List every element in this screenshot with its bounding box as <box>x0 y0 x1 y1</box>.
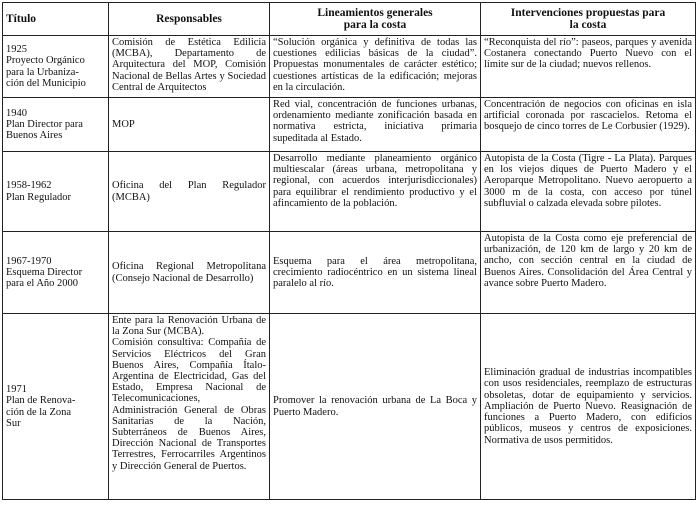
row-intervenciones: Autopista de la Costa como eje preferencial de urbanización, de 120 km de largo y 20 km de ancho, con sección central en la ciudad de Buenos Aires. Consolidación del Área Central y avance sobre Puerto Madero. <box>481 232 696 314</box>
row-intervenciones: Eliminación gradual de industrias incompatibles con usos residenciales, reemplazo de estructuras obsoletas, dotar de equipamiento y servicios. Ampliación de Puerto Nuevo. Reasignación de funciones a Puerto Madero, con edificios públicos, museos y centros de exposiciones. Normativa de usos permitidos. <box>481 314 696 500</box>
row-intervenciones: Autopista de la Costa (Tigre - La Plata). Parques en los viejos diques de Puerto Madero y el Aeroparque Metropolitano. Nuevo aeropuerto a 3000 m de la costa, con acceso por túnel subfluvial o calzada elevada sobre pilotes. <box>481 152 696 232</box>
row-titulo: 1967-1970 Esquema Director para el Año 2000 <box>3 232 109 314</box>
table-row <box>3 36 696 98</box>
row-responsables: Oficina del Plan Regulador (MCBA) <box>109 152 270 232</box>
row-intervenciones: “Reconquista del río”: paseos, parques y avenida Costanera conectando Puerto Nuevo con el límite sur de la ciudad; nuevos rellenos. <box>481 36 696 98</box>
row-lineamientos: Desarrollo mediante planeamiento orgánico multiescalar (áreas urbana, metropolitana y regional, con acuerdos interjurisdiccionales) para equilibrar el rendimiento productivo y el afincamiento de la población. <box>270 152 481 232</box>
header-responsables: Responsables <box>109 3 270 36</box>
row-responsables: Ente para la Renovación Urbana de la Zona Sur (MCBA). Comisión consultiva: Compañía de Servicios Eléctricos del Gran Buenos Aires, Compañía Ítalo-Argentina de Electricidad, Gas del Estado, Empresa Nacional de Telecomunicaciones, Administración General de Obras Sanitarias de la Nación, Subterráneos de Buenos Aires, Dirección Nacional de Transportes Terrestres, Ferrocarriles Argentinos y Dirección General de Puertos. <box>109 314 270 500</box>
row-intervenciones: Concentración de negocios con oficinas en isla artificial coronada por rascacielos. Retoma el bosquejo de cinco torres de Le Corbusier (1929). <box>481 98 696 152</box>
row-titulo: 1958-1962 Plan Regulador <box>3 152 109 232</box>
header-lineamientos: Lineamientos generales para la costa <box>270 3 481 36</box>
row-responsables: MOP <box>109 98 270 152</box>
header-intervenciones: Intervenciones propuestas para la costa <box>481 3 696 36</box>
header-titulo: Título <box>3 3 109 36</box>
header-row <box>3 3 696 36</box>
row-titulo: 1971 Plan de Renova- ción de la Zona Sur <box>3 314 109 500</box>
row-lineamientos: Red vial, concentración de funciones urbanas, ordenamiento mediante zonificación basada en normativa estricta, iniciativa primaria supeditada al Estado. <box>270 98 481 152</box>
row-lineamientos: Esquema para el área metropolitana, crecimiento radiocéntrico en un sistema lineal paralelo al río. <box>270 232 481 314</box>
table-row <box>3 314 696 500</box>
table-row <box>3 98 696 152</box>
row-titulo: 1925 Proyecto Orgánico para la Urbaniza- ción del Municipio <box>3 36 109 98</box>
plans-table <box>2 2 696 500</box>
table-row <box>3 232 696 314</box>
row-responsables: Comisión de Estética Edilicia (MCBA), Departamento de Arquitectura del MOP, Comisión Nacional de Bellas Artes y Sociedad Central de Arquitectos <box>109 36 270 98</box>
row-lineamientos: “Solución orgánica y definitiva de todas las cuestiones edilicias básicas de la ciudad”. Propuestas monumentales de carácter estético; cuestiones artísticas de la edificación; mejoras en la circulación. <box>270 36 481 98</box>
row-titulo: 1940 Plan Director para Buenos Aires <box>3 98 109 152</box>
row-lineamientos: Promover la renovación urbana de La Boca y Puerto Madero. <box>270 314 481 500</box>
table-row <box>3 152 696 232</box>
row-responsables: Oficina Regional Metropolitana (Consejo Nacional de Desarrollo) <box>109 232 270 314</box>
